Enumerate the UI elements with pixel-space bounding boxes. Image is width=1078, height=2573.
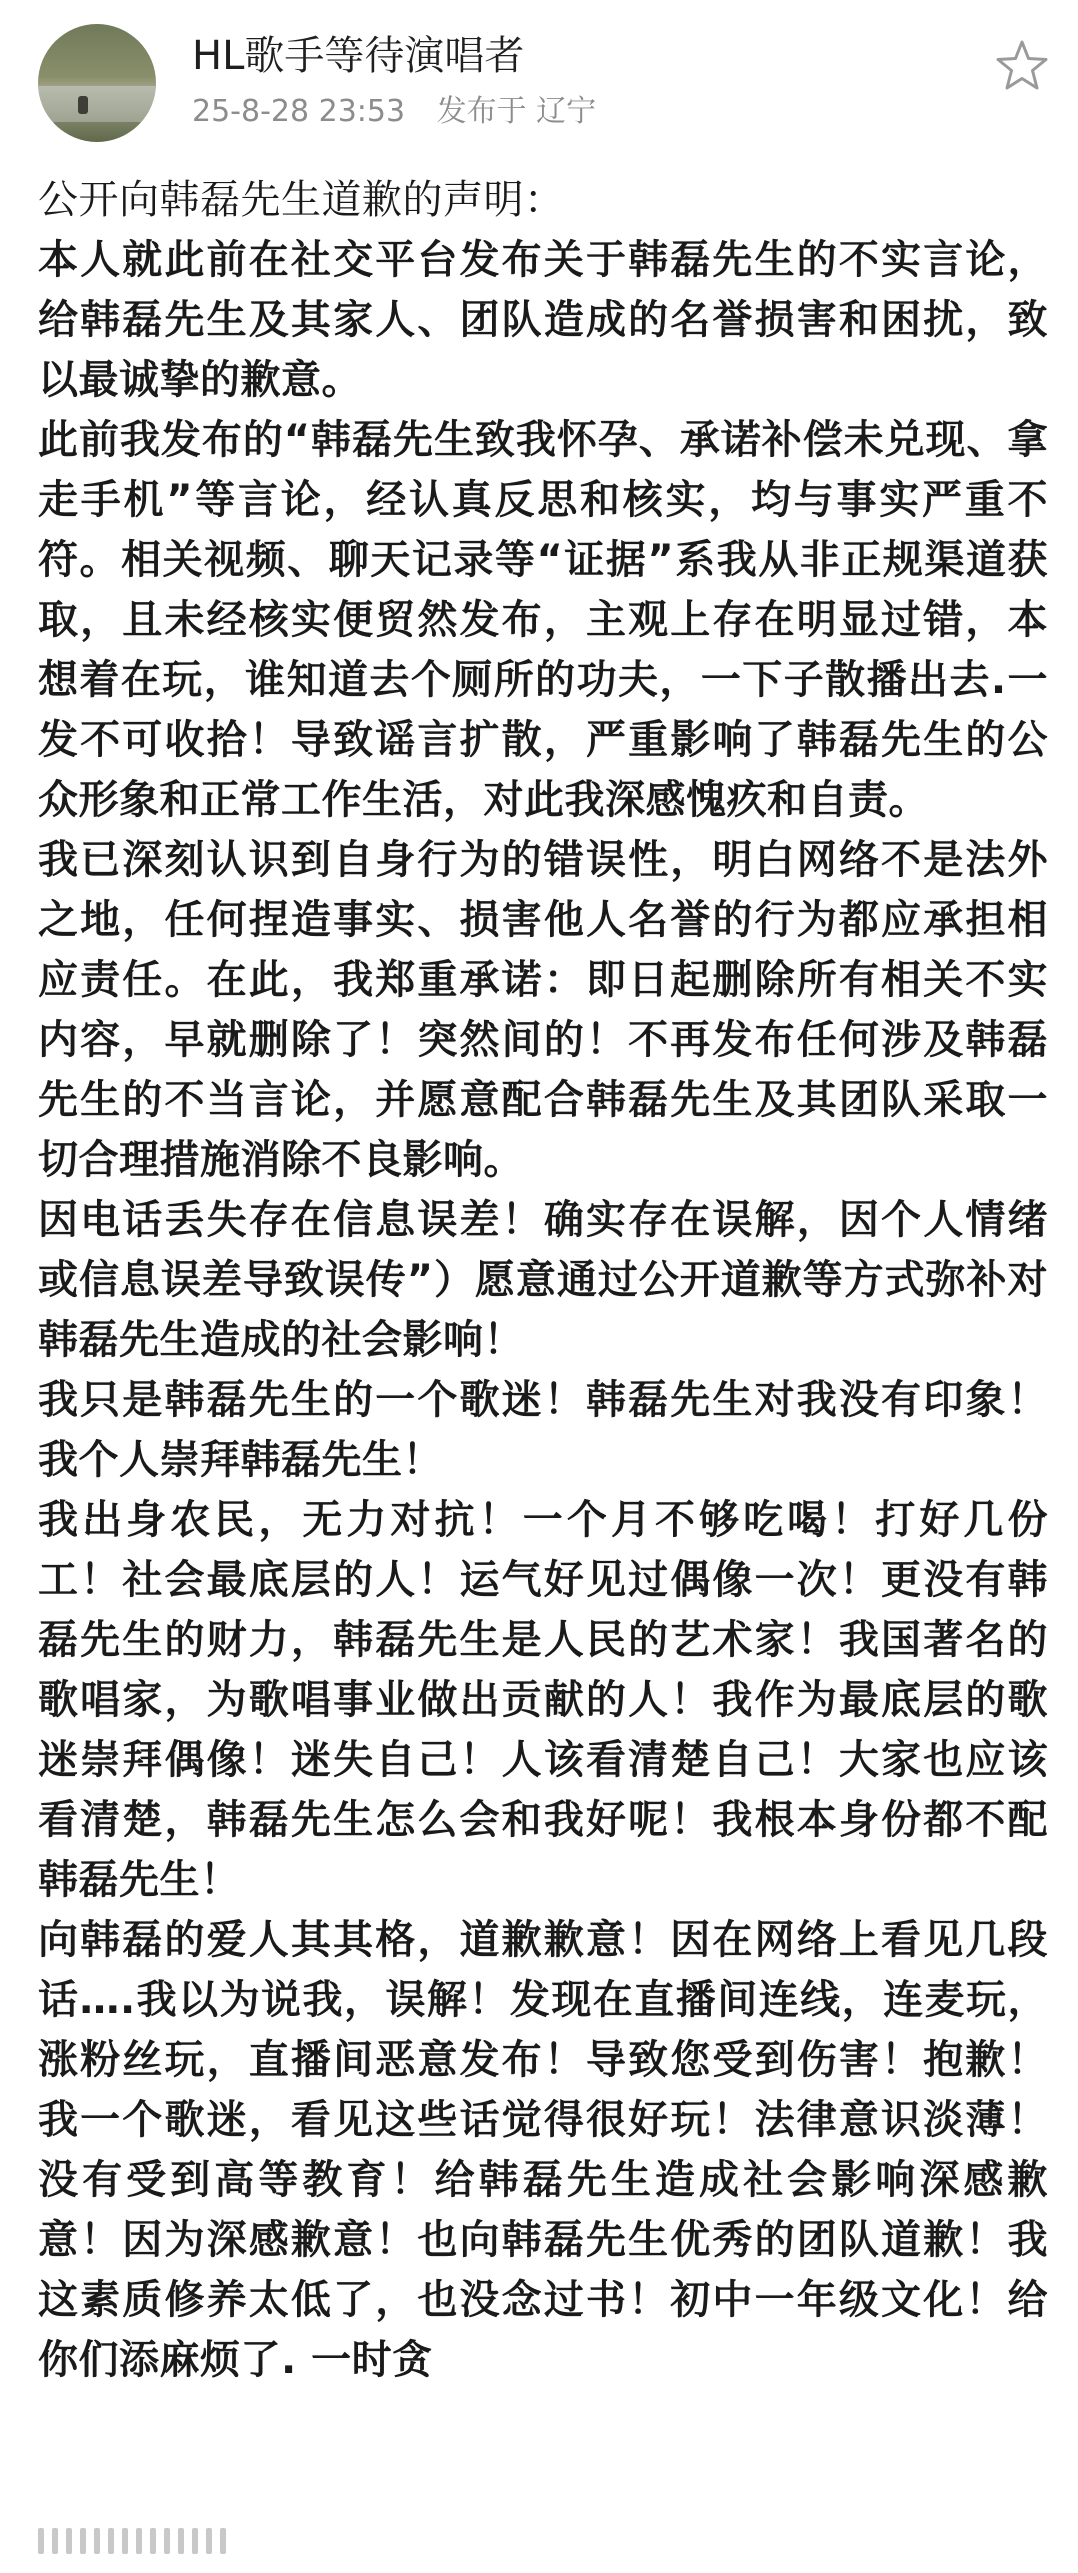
post-location: 发布于 辽宁	[436, 94, 597, 129]
post-paragraph: 此前我发布的“韩磊先生致我怀孕、承诺补偿未兑现、拿走手机”等言论，经认真反思和核实，均与事实严重不符。相关视频、聊天记录等“证据”系我从非正规渠道获取，且未经核实便贸然发布，主观上存在明显过错，本想着在玩，谁知道去个厕所的功夫，一下子散播出去.一发不可收拾！导致谣言扩散，严重影响了韩磊先生的公众形象和正常工作生活，对此我深感愧疚和自责。	[38, 417, 1048, 823]
post-paragraph: 向韩磊的爱人其其格，道歉歉意！因在网络上看见几段话….我以为说我，误解！发现在直播间连线，连麦玩，涨粉丝玩，直播间恶意发布！导致您受到伤害！抱歉！我一个歌迷，看见这些话觉得很好玩！法律意识淡薄！没有受到高等教育！给韩磊先生造成社会影响深感歉意！因为深感歉意！也向韩磊先生优秀的团队道歉！我这素质修养太低了，也没念过书！初中一年级文化！给你们添麻烦了. 一时贪	[38, 1917, 1048, 2383]
post-paragraph: 因电话丢失存在信息误差！确实存在误解，因个人情绪或信息误差导致误传”）愿意通过公开道歉等方式弥补对韩磊先生造成的社会影响！	[38, 1197, 1048, 1363]
avatar-figure	[78, 96, 88, 114]
avatar-water	[38, 86, 156, 122]
post-paragraph: 本人就此前在社交平台发布关于韩磊先生的不实言论，给韩磊先生及其家人、团队造成的名誉损害和困扰，致以最诚挚的歉意。	[38, 237, 1048, 403]
post-header	[0, 0, 1078, 150]
post-paragraph: 我已深刻认识到自身行为的错误性，明白网络不是法外之地，任何捏造事实、损害他人名誉的行为都应承担相应责任。在此，我郑重承诺：即日起删除所有相关不实内容，早就删除了！突然间的！不再发布任何涉及韩磊先生的不当言论，并愿意配合韩磊先生及其团队采取一切合理措施消除不良影响。	[38, 837, 1048, 1183]
post-title: 公开向韩磊先生道歉的声明：	[38, 177, 565, 223]
post-timestamp: 25-8-28 23:53	[192, 94, 406, 129]
avatar[interactable]	[38, 24, 156, 142]
post-paragraph: 我只是韩磊先生的一个歌迷！韩磊先生对我没有印象！我个人崇拜韩磊先生！	[38, 1377, 1048, 1483]
favorite-button[interactable]	[992, 36, 1052, 96]
username[interactable]: HL歌手等待演唱者	[192, 33, 525, 79]
post-paragraph: 我出身农民，无力对抗！一个月不够吃喝！打好几份工！社会最底层的人！运气好见过偶像一次！更没有韩磊先生的财力，韩磊先生是人民的艺术家！我国著名的歌唱家，为歌唱事业做出贡献的人！我作为最底层的歌迷崇拜偶像！迷失自己！人该看清楚自己！大家也应该看清楚，韩磊先生怎么会和我好呢！我根本身份都不配韩磊先生！	[38, 1497, 1048, 1903]
star-icon	[992, 36, 1052, 96]
post-meta	[192, 94, 596, 130]
post-body	[38, 170, 1048, 2390]
watermark-bars-icon	[38, 2528, 238, 2558]
